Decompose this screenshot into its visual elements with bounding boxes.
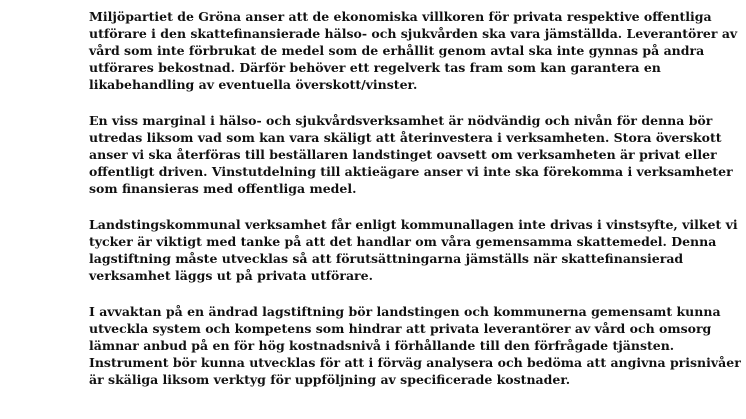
paragraph-line: vård som inte förbrukat de medel som de erhållit genom avtal ska inte gynnas på andra xyxy=(89,43,705,58)
paragraph-line: tycker är viktigt med tanke på att det handlar om våra gemensamma skattemedel. Denna xyxy=(89,234,717,249)
paragraph-1 xyxy=(89,8,738,93)
paragraph-line: utredas liksom vad som kan vara skäligt att återinvestera i verksamheten. Stora överskott xyxy=(89,130,722,145)
paragraph-line: utförares bekostnad. Därför behöver ett regelverk tas fram som kan garantera en xyxy=(89,60,661,75)
paragraph-3 xyxy=(89,216,738,284)
paragraph-line: En viss marginal i hälso- och sjukvårdsverksamhet är nödvändig och nivån för denna bör xyxy=(89,113,713,128)
paragraph-line: verksamhet läggs ut på privata utförare. xyxy=(89,268,373,283)
paragraph-line: likabehandling av eventuella överskott/vinster. xyxy=(89,77,418,92)
paragraph-4 xyxy=(89,303,741,388)
document-page xyxy=(89,8,741,407)
paragraph-line: utveckla system och kompetens som hindrar att privata leverantörer av vård och omsorg xyxy=(89,321,712,336)
paragraph-line: I avvaktan på en ändrad lagstiftning bör landstingen och kommunerna gemensamt kunna xyxy=(89,304,721,319)
paragraph-line: offentligt driven. Vinstutdelning till aktieägare anser vi inte ska förekomma i verksamheter xyxy=(89,164,733,179)
paragraph-2 xyxy=(89,112,733,197)
paragraph-line: Landstingskommunal verksamhet får enligt kommunallagen inte drivas i vinstsyfte, vilket vi xyxy=(89,217,738,232)
paragraph-line: anser vi ska återföras till beställaren landstinget oavsett om verksamheten är privat eller xyxy=(89,147,717,162)
paragraph-line: lagstiftning måste utvecklas så att förutsättningarna jämställs när skattefinansierad xyxy=(89,251,684,266)
paragraph-line: Miljöpartiet de Gröna anser att de ekonomiska villkoren för privata respektive offentliga xyxy=(89,9,712,24)
paragraph-line: utförare i den skattefinansierade hälso- och sjukvården ska vara jämställda. Leverantörer av xyxy=(89,26,738,41)
paragraph-line: Instrument bör kunna utvecklas för att i förväg analysera och bedöma att angivna prisnivåer xyxy=(89,355,741,370)
paragraph-line: som finansieras med offentliga medel. xyxy=(89,181,357,196)
paragraph-line: är skäliga liksom verktyg för uppföljning av specificerade kostnader. xyxy=(89,372,571,387)
paragraph-line: lämnar anbud på en för hög kostnadsnivå i förhållande till den förfrågade tjänsten. xyxy=(89,338,675,353)
